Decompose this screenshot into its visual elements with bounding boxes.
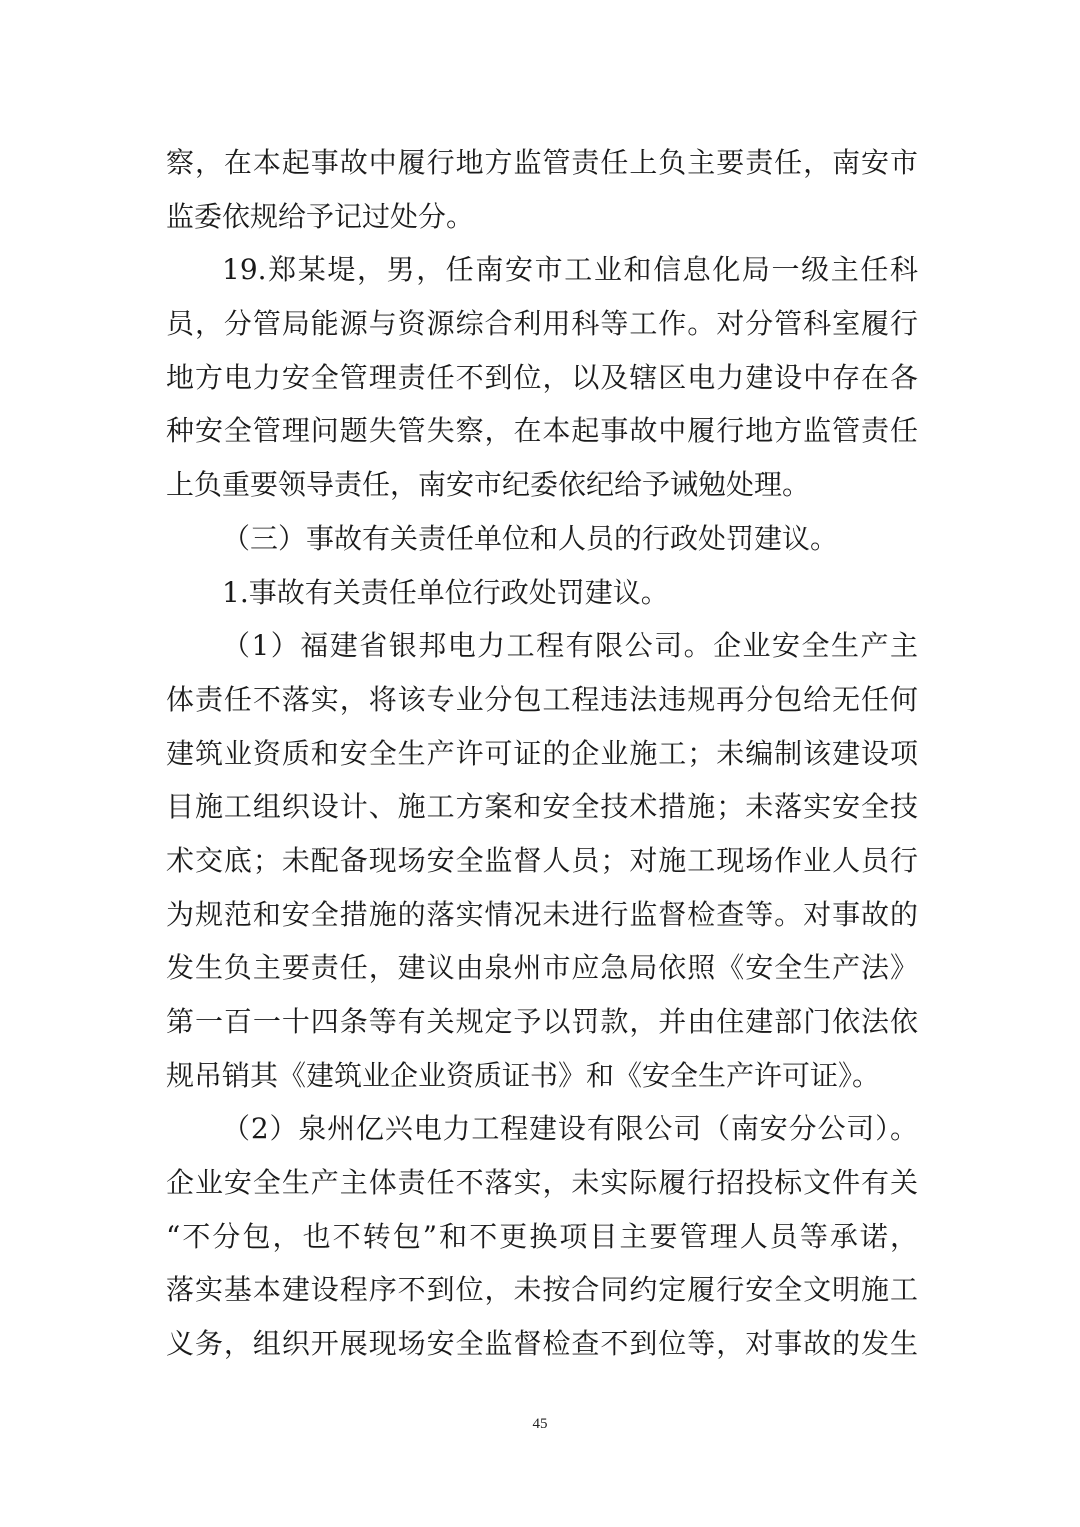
text-line: 义务，组织开展现场安全监督检查不到位等，对事故的发生 xyxy=(166,1327,918,1361)
text-line: 企业安全生产主体责任不落实，未实际履行招投标文件有关 xyxy=(166,1166,918,1200)
text-line: “不分包，也不转包”和不更换项目主要管理人员等承诺， xyxy=(166,1219,918,1253)
text-line: 第一百一十四条等有关规定予以罚款，并由住建部门依法依 xyxy=(166,1005,918,1038)
text-line: 体责任不落实，将该专业分包工程违法违规再分包给无任何 xyxy=(166,682,918,716)
text-line: 为规范和安全措施的落实情况未进行监督检查等。对事故的 xyxy=(166,897,918,931)
text-line: 种安全管理问题失管失察，在本起事故中履行地方监管责任 xyxy=(166,414,918,448)
text-line: 察，在本起事故中履行地方监管责任上负主要责任，南安市 xyxy=(166,146,918,179)
text-line: （2）泉州亿兴电力工程建设有限公司（南安分公司）。 xyxy=(222,1112,918,1146)
page-number: 45 xyxy=(532,1416,548,1432)
document-body xyxy=(166,136,918,1371)
section-heading: （三）事故有关责任单位和人员的行政处罚建议。 xyxy=(222,521,839,555)
text-line: 建筑业资质和安全生产许可证的企业施工；未编制该建设项 xyxy=(166,736,918,770)
text-line: 术交底；未配备现场安全监督人员；对施工现场作业人员行 xyxy=(166,843,918,877)
text-line: 落实基本建设程序不到位，未按合同约定履行安全文明施工 xyxy=(166,1273,918,1307)
text-line: 监委依规给予记过处分。 xyxy=(166,199,475,233)
text-line: 目施工组织设计、施工方案和安全技术措施；未落实安全技 xyxy=(166,790,918,824)
text-line: （1）福建省银邦电力工程有限公司。企业安全生产主 xyxy=(222,629,918,663)
text-line: 发生负主要责任，建议由泉州市应急局依照《安全生产法》 xyxy=(166,951,918,985)
subsection-heading: 1.事故有关责任单位行政处罚建议。 xyxy=(222,575,669,609)
text-line: 19.郑某堤，男，任南安市工业和信息化局一级主任科 xyxy=(222,253,918,287)
text-line: 规吊销其《建筑业企业资质证书》和《安全生产许可证》。 xyxy=(166,1058,881,1092)
text-line: 上负重要领导责任，南安市纪委依纪给予诫勉处理。 xyxy=(166,468,811,502)
text-line: 地方电力安全管理责任不到位，以及辖区电力建设中存在各 xyxy=(166,360,918,394)
text-line: 员，分管局能源与资源综合利用科等工作。对分管科室履行 xyxy=(166,307,918,341)
